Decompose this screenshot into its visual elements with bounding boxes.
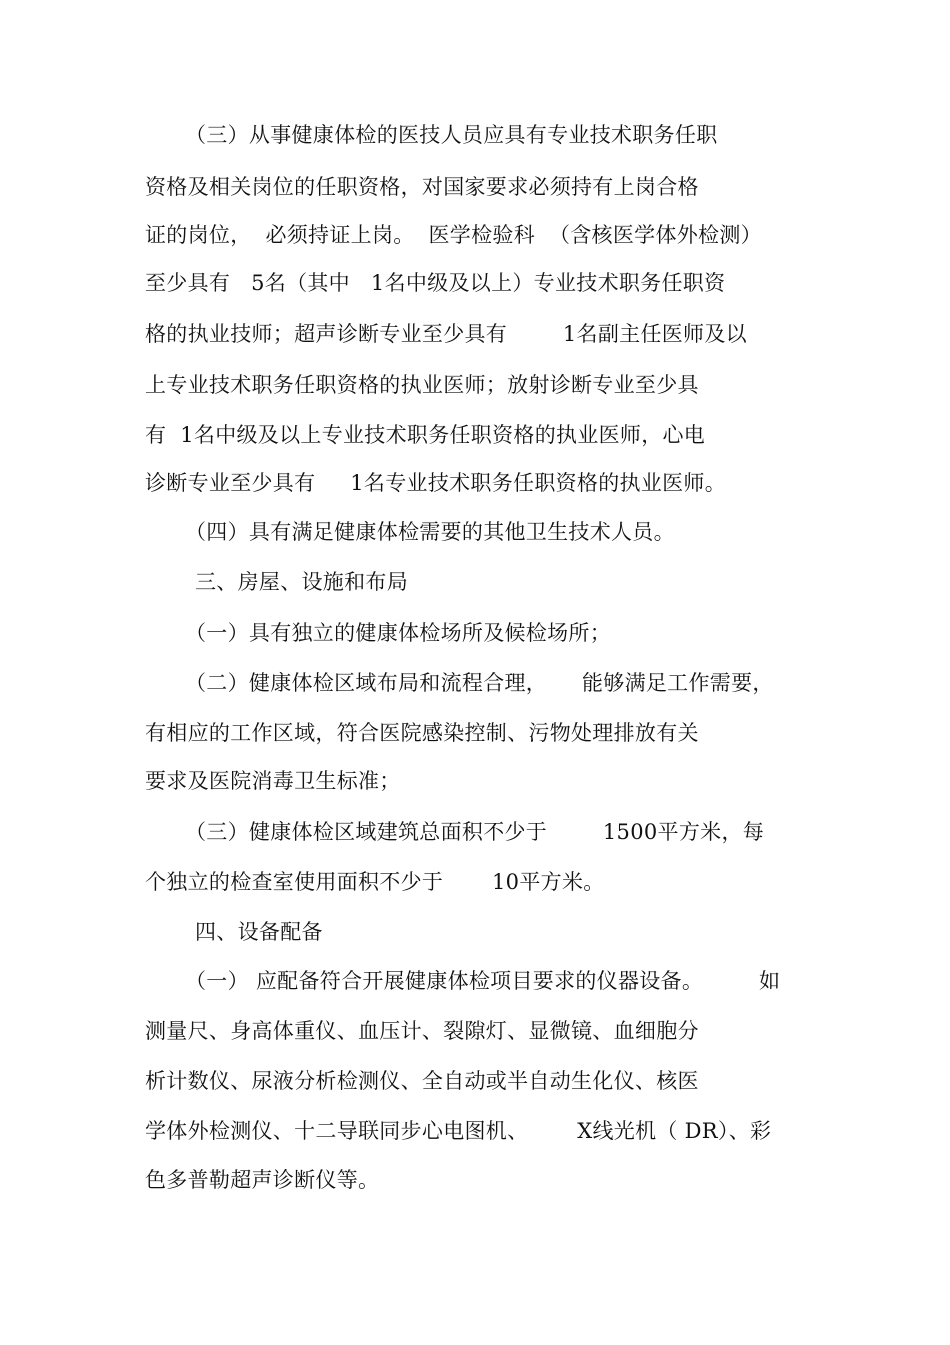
text-line: 要求及医院消毒卫生标准； xyxy=(145,769,401,793)
text-line: 析计数仪、尿液分析检测仪、全自动或半自动生化仪、核医 xyxy=(145,1069,699,1093)
text-line: （一）具有独立的健康体检场所及候检场所； xyxy=(185,621,611,645)
text-line: 学体外检测仪、十二导联同步心电图机、 X线光机（ DR）、彩 xyxy=(145,1119,772,1143)
text-line: （三）健康体检区域建筑总面积不少于 1500平方米，每 xyxy=(185,820,765,844)
text-line: 至少具有 5名（其中 1名中级及以上）专业技术职务任职资 xyxy=(145,271,726,295)
text-line: （一） 应配备符合开展健康体检项目要求的仪器设备。 如 xyxy=(185,969,781,993)
section-heading: 三、房屋、设施和布局 xyxy=(195,570,408,594)
text-line: （三）从事健康体检的医技人员应具有专业技术职务任职 xyxy=(185,123,718,147)
text-line: 资格及相关岗位的任职资格，对国家要求必须持有上岗合格 xyxy=(145,175,699,199)
text-line: （四）具有满足健康体检需要的其他卫生技术人员。 xyxy=(185,520,675,544)
text-line: （二）健康体检区域布局和流程合理， 能够满足工作需要， xyxy=(185,671,774,695)
text-line: 有相应的工作区域，符合医院感染控制、污物处理排放有关 xyxy=(145,721,699,745)
text-line: 色多普勒超声诊断仪等。 xyxy=(145,1168,380,1192)
text-line: 格的执业技师；超声诊断专业至少具有 1名副主任医师及以 xyxy=(145,322,747,346)
text-line: 测量尺、身高体重仪、血压计、裂隙灯、显微镜、血细胞分 xyxy=(145,1019,699,1043)
text-line: 上专业技术职务任职资格的执业医师；放射诊断专业至少具 xyxy=(145,373,699,397)
text-line: 证的岗位， 必须持证上岗。 医学检验科 （含核医学体外检测） xyxy=(145,223,762,247)
section-heading: 四、设备配备 xyxy=(195,920,323,944)
text-line: 有 1名中级及以上专业技术职务任职资格的执业医师，心电 xyxy=(145,423,706,447)
text-line: 诊断专业至少具有 1名专业技术职务任职资格的执业医师。 xyxy=(145,471,727,495)
text-line: 个独立的检查室使用面积不少于 10平方米。 xyxy=(145,870,605,894)
